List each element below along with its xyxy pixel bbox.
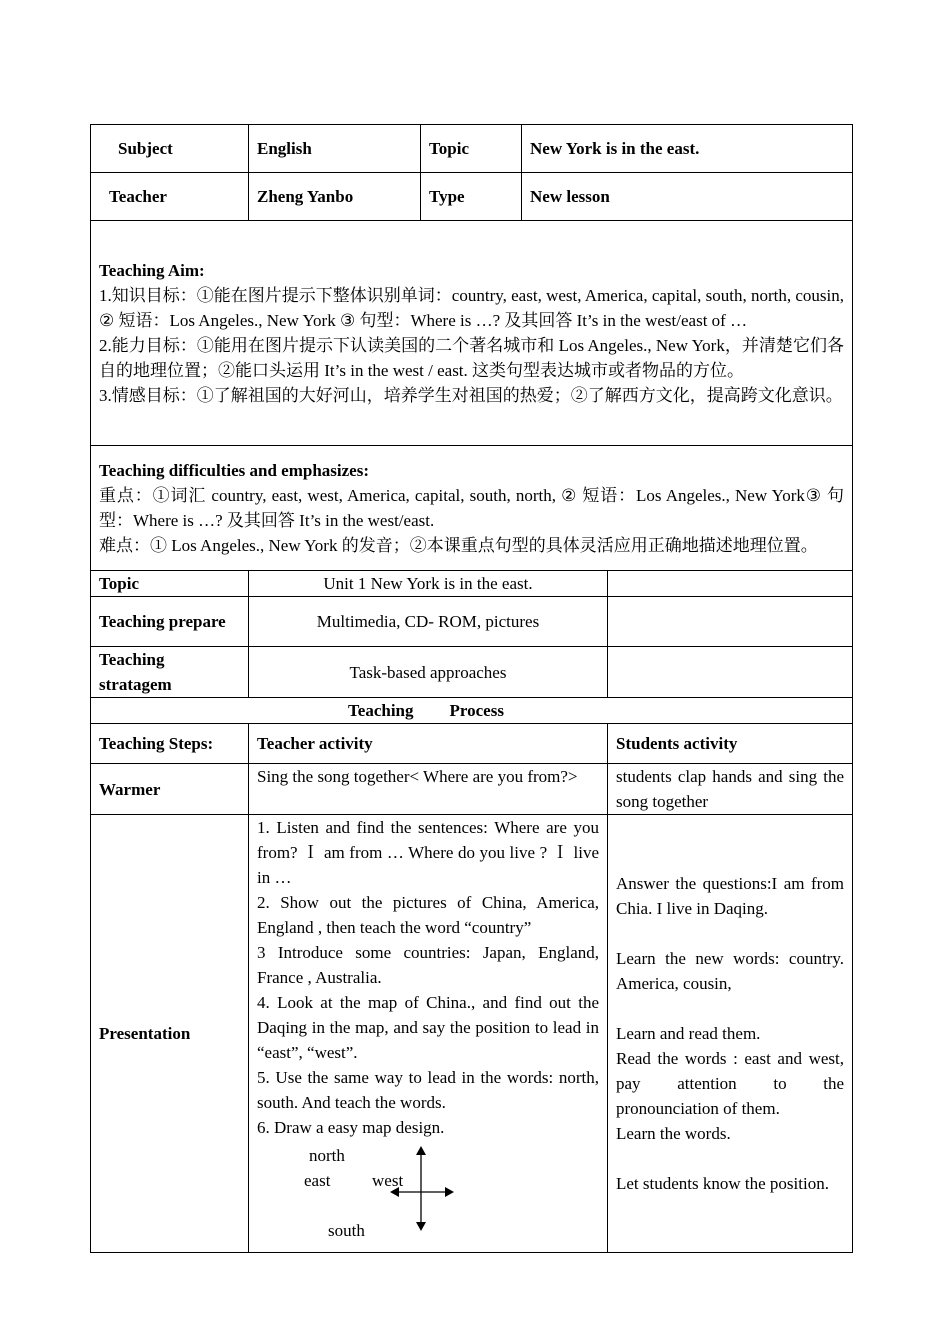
topic-label: Topic: [421, 125, 522, 173]
difficulties-row: [91, 446, 853, 571]
difficulties-key-points: 重点：①词汇 country, east, west, America, capital, south, north, ② 短语：Los Angeles., New York③ 句型：Where is …? 及其回答 It’s in the west/east.: [99, 486, 844, 530]
compass-arrows-icon: [257, 1140, 597, 1252]
map-label-east: east: [304, 1171, 331, 1190]
students-line-5: Learn the words.: [616, 1124, 731, 1143]
aim-line-ability: 2.能力目标：①能用在图片提示下认读美国的二个著名城市和 Los Angeles., New York，并清楚它们各自的地理位置；②能口头运用 It’s in the west / east. 这类句型表达城市或者物品的方位。: [99, 336, 844, 380]
students-spacer-3: [616, 1146, 844, 1171]
teacher-step-6: 6. Draw a easy map design.: [257, 1118, 445, 1137]
info-value-stratagem: Task-based approaches: [249, 647, 608, 698]
subject-value: English: [249, 125, 421, 173]
process-title-left: Teaching: [348, 701, 414, 720]
type-value: New lesson: [522, 173, 853, 221]
teacher-step-2: 2. Show out the pictures of China, America, England , then teach the word “country”: [257, 893, 599, 937]
topic-value: New York is in the east.: [522, 125, 853, 173]
warmer-step: Warmer: [91, 764, 249, 815]
teaching-aim-row: [91, 221, 853, 446]
students-spacer-1: [616, 921, 844, 946]
students-spacer-2: [616, 996, 844, 1021]
teacher-value: Zheng Yanbo: [249, 173, 421, 221]
subject-label: Subject: [91, 125, 249, 173]
process-title: [91, 698, 853, 724]
presentation-step: Presentation: [91, 815, 249, 1253]
info-value-prepare: Multimedia, CD- ROM, pictures: [249, 597, 608, 647]
process-title-right: Process: [449, 701, 504, 720]
header-row-subject: [91, 125, 853, 173]
students-line-3: Learn and read them.: [616, 1024, 761, 1043]
info-value-topic: Unit 1 New York is in the east.: [249, 571, 608, 597]
header-row-teacher: [91, 173, 853, 221]
teacher-step-5: 5. Use the same way to lead in the words: north, south. And teach the words.: [257, 1068, 599, 1112]
warmer-teacher: Sing the song together< Where are you from?>: [249, 764, 608, 815]
students-line-4: Read the words : east and west, pay attention to the pronounciation of them.: [616, 1049, 844, 1118]
map-label-west: west: [372, 1171, 404, 1190]
students-line-1: Answer the questions:I am from Chia. I live in Daqing.: [616, 874, 844, 918]
aim-line-emotion: 3.情感目标：①了解祖国的大好河山，培养学生对祖国的热爱；②了解西方文化，提高跨文化意识。: [99, 386, 843, 405]
aim-line-knowledge: 1.知识目标：①能在图片提示下整体识别单词：country, east, west, America, capital, south, north, cousin, ② 短语：Los Angeles., New York ③ 句型：Where is …? 及其回答 It’s in the west/east of …: [99, 286, 844, 330]
info-label-topic: Topic: [91, 571, 249, 597]
students-line-2: Learn the new words: country. America, cousin,: [616, 949, 844, 993]
info-row-prepare: [91, 597, 853, 647]
info-label-prepare: Teaching prepare: [91, 597, 249, 647]
warmer-students: students clap hands and sing the song together: [608, 764, 853, 815]
col-steps-header: Teaching Steps:: [91, 724, 249, 764]
presentation-row: [91, 815, 853, 1253]
teaching-aim-cell: [91, 221, 853, 446]
students-line-6: Let students know the position.: [616, 1174, 829, 1193]
info-row-topic: [91, 571, 853, 597]
info-row-stratagem: [91, 647, 853, 698]
presentation-students: [608, 815, 853, 1253]
lesson-plan-table: [90, 124, 853, 1253]
presentation-teacher: [249, 815, 608, 1253]
teacher-step-1: 1. Listen and find the sentences: Where are you from? Ｉ am from … Where do you live ? Ｉ live in …: [257, 818, 599, 887]
teacher-step-4: 4. Look at the map of China., and find out the Daqing in the map, and say the position to lead in “east”, “west”.: [257, 993, 599, 1062]
teacher-label: Teacher: [91, 173, 249, 221]
map-label-south: south: [328, 1221, 365, 1240]
difficulties-hard-points: 难点：① Los Angeles., New York 的发音；②本课重点句型的具体灵活应用正确地描述地理位置。: [99, 536, 818, 555]
compass-map: [257, 1140, 599, 1252]
teacher-step-3: 3 Introduce some countries: Japan, England, France , Australia.: [257, 943, 599, 987]
warmer-row: [91, 764, 853, 815]
type-label: Type: [421, 173, 522, 221]
difficulties-cell: [91, 446, 853, 571]
teaching-aim-title: Teaching Aim:: [99, 261, 205, 280]
process-title-row: [91, 698, 853, 724]
col-students-header: Students activity: [608, 724, 853, 764]
col-teacher-header: Teacher activity: [249, 724, 608, 764]
process-header-row: [91, 724, 853, 764]
map-label-north: north: [309, 1146, 345, 1165]
difficulties-title: Teaching difficulties and emphasizes:: [99, 461, 369, 480]
info-label-stratagem: Teaching stratagem: [91, 647, 249, 698]
